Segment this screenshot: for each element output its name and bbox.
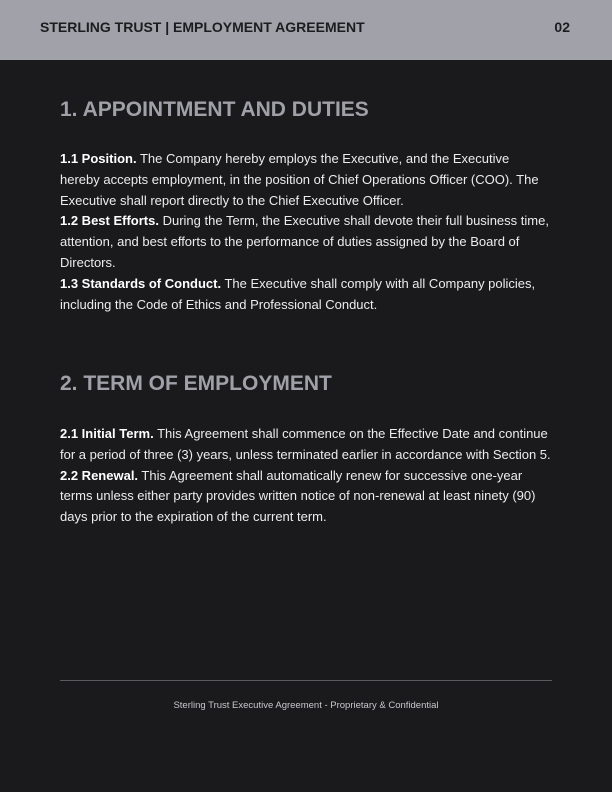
- clause-label: 1.1 Position.: [60, 151, 137, 166]
- clause-text: The Company hereby employs the Executive, and the Executive hereby accepts employment, in the position of Chief Operations Officer (COO). The Executive shall report directly to the Chief Executive Officer.: [60, 151, 539, 208]
- clause-standards-of-conduct: [60, 274, 552, 316]
- section-body-term: [60, 424, 552, 528]
- clause-text: During the Term, the Executive shall devote their full business time, attention, and best efforts to the performance of duties assigned by the Board of Directors.: [60, 213, 549, 270]
- clause-position: [60, 149, 552, 211]
- page-header: [0, 0, 612, 60]
- clause-label: 2.2 Renewal.: [60, 467, 139, 483]
- clause-label: 2.1 Initial Term.: [60, 426, 154, 441]
- document-title: STERLING TRUST | EMPLOYMENT AGREEMENT: [40, 19, 365, 35]
- clause-label: 1.2 Best Efforts.: [60, 213, 159, 229]
- clause-initial-term: [60, 424, 552, 466]
- clause-best-efforts: [60, 211, 552, 273]
- clause-text: This Agreement shall automatically renew for successive one-year terms unless either party provides written notice of non-renewal at least ninety (90) days prior to the expiration of the current term.: [60, 467, 536, 525]
- clause-text: The Executive shall comply with all Company policies, including the Code of Ethics and Professional Conduct.: [60, 275, 536, 312]
- page-number: 02: [554, 19, 570, 35]
- section-body-appointment: [60, 149, 552, 315]
- footer-confidentiality-note: Sterling Trust Executive Agreement - Proprietary & Confidential: [173, 700, 439, 711]
- clause-renewal: [60, 466, 552, 528]
- clause-label: 1.3 Standards of Conduct.: [60, 275, 222, 291]
- clause-text: This Agreement shall commence on the Effective Date and continue for a period of three (3) years, unless terminated earlier in accordance with Section 5.: [60, 426, 551, 462]
- section-title-appointment: 1. APPOINTMENT AND DUTIES: [60, 98, 369, 121]
- footer-divider: [60, 680, 552, 681]
- section-title-term: 2. TERM OF EMPLOYMENT: [60, 372, 332, 395]
